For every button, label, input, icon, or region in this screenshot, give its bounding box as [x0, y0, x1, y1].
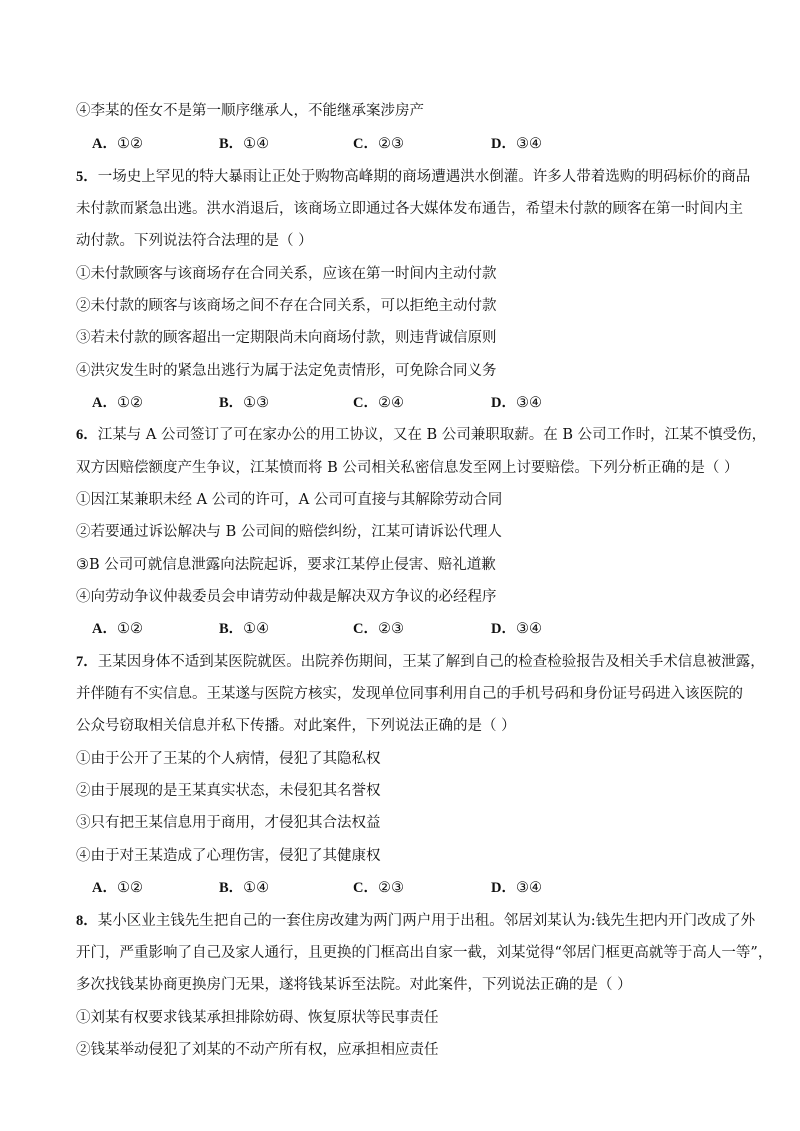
q6-statement-2: ②若要通过诉讼解决与 B 公司间的赔偿纠纷，江某可请诉讼代理人 [76, 524, 502, 540]
q7-stem-line-3: 公众号窃取相关信息并私下传播。对此案件，下列说法正确的是（ ） [76, 718, 516, 734]
q6-number: 6． [76, 427, 98, 443]
q5-number: 5． [76, 169, 98, 185]
q8-statement-1: ①刘某有权要求钱某承担排除妨碍、恢复原状等民事责任 [76, 1010, 439, 1026]
q4-option-b[interactable]: B．①④ [219, 136, 270, 152]
q5-option-d[interactable]: D．③④ [491, 395, 542, 411]
q8-stem-line-2: 开门，严重影响了自己及家人通行，且更换的门框高出自家一截，刘某觉得“邻居门框更高就等于高人一等”， [76, 945, 773, 961]
q5-stem-line-1: 5．一场史上罕见的特大暴雨让正处于购物高峰期的商场遭遇洪水倒灌。许多人带着选购的明码标价的商品 [76, 169, 751, 185]
q8-number: 8． [76, 913, 98, 929]
q7-stem-line-2: 并伴随有不实信息。王某遂与医院方核实，发现单位同事利用自己的手机号码和身份证号码进入该医院的 [76, 686, 743, 702]
q5-stem-line-2: 未付款而紧急出逃。洪水消退后，该商场立即通过各大媒体发布通告，希望未付款的顾客在第一时间内主 [76, 201, 743, 217]
q6-statement-1: ①因江某兼职未经 A 公司的许可，A 公司可直接与其解除劳动合同 [76, 492, 503, 508]
q7-number: 7． [76, 654, 98, 670]
q7-option-b[interactable]: B．①④ [219, 880, 270, 896]
q6-stem-line-1: 6．江某与 A 公司签订了可在家办公的用工协议，又在 B 公司兼职取薪。在 B 公司工作时，江某不慎受伤， [76, 427, 767, 443]
q8-stem-line-3: 多次找钱某协商更换房门无果，遂将钱某诉至法院。对此案件，下列说法正确的是（ ） [76, 977, 632, 993]
q6-option-c[interactable]: C．②③ [353, 621, 404, 637]
q7-statement-1: ①由于公开了王某的个人病情，侵犯了其隐私权 [76, 751, 381, 767]
q7-statement-4: ④由于对王某造成了心理伤害，侵犯了其健康权 [76, 848, 381, 864]
q5-statement-3: ③若未付款的顾客超出一定期限尚未向商场付款，则违背诚信原则 [76, 330, 497, 346]
q6-statement-3: ③B 公司可就信息泄露向法院起诉，要求江某停止侵害、赔礼道歉 [76, 557, 496, 573]
q4-option-a[interactable]: A．①② [92, 136, 143, 152]
q6-option-d[interactable]: D．③④ [491, 621, 542, 637]
q5-option-a[interactable]: A．①② [92, 395, 143, 411]
q7-option-d[interactable]: D．③④ [491, 880, 542, 896]
q7-statement-3: ③只有把王某信息用于商用，才侵犯其合法权益 [76, 815, 381, 831]
q4-option-c[interactable]: C．②③ [353, 136, 404, 152]
q5-stem-line-3: 动付款。下列说法符合法理的是（ ） [76, 233, 313, 249]
q5-option-b[interactable]: B．①③ [219, 395, 270, 411]
q5-statement-1: ①未付款顾客与该商场存在合同关系，应该在第一时间内主动付款 [76, 266, 497, 282]
q7-option-c[interactable]: C．②③ [353, 880, 404, 896]
q6-option-b[interactable]: B．①④ [219, 621, 270, 637]
q5-statement-2: ②未付款的顾客与该商场之间不存在合同关系，可以拒绝主动付款 [76, 298, 497, 314]
q7-statement-2: ②由于展现的是王某真实状态，未侵犯其名誉权 [76, 783, 381, 799]
q5-statement-4: ④洪灾发生时的紧急出逃行为属于法定免责情形，可免除合同义务 [76, 363, 497, 379]
q6-stem-line-2: 双方因赔偿额度产生争议，江某愤而将 B 公司相关私密信息发至网上讨要赔偿。下列分析正确的是（ ） [76, 460, 739, 476]
q4-option-d[interactable]: D．③④ [491, 136, 542, 152]
q6-option-a[interactable]: A．①② [92, 621, 143, 637]
q8-stem-line-1: 8．某小区业主钱先生把自己的一套住房改建为两门两户用于出租。邻居刘某认为:钱先生把内开门改成了外 [76, 913, 756, 929]
q8-statement-2: ②钱某举动侵犯了刘某的不动产所有权，应承担相应责任 [76, 1042, 439, 1058]
q5-option-c[interactable]: C．②④ [353, 395, 404, 411]
q6-statement-4: ④向劳动争议仲裁委员会申请劳动仲裁是解决双方争议的必经程序 [76, 589, 497, 605]
q4-statement-4: ④李某的侄女不是第一顺序继承人，不能继承案涉房产 [76, 103, 424, 119]
q7-option-a[interactable]: A．①② [92, 880, 143, 896]
q7-stem-line-1: 7．王某因身体不适到某医院就医。出院养伤期间，王某了解到自己的检查检验报告及相关手术信息被泄露， [76, 654, 765, 670]
